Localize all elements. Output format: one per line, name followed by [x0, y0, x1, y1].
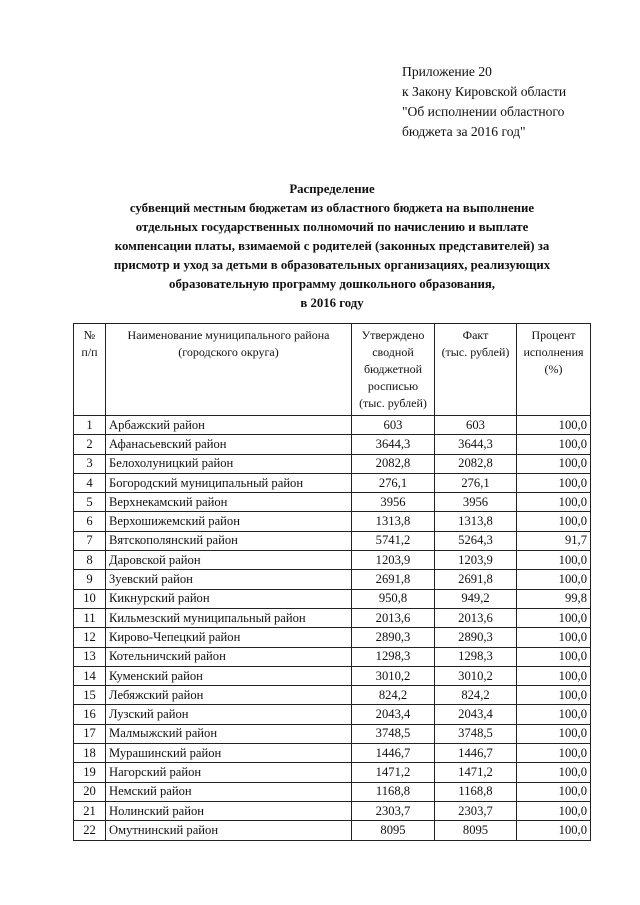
fact-amount: 2082,8	[435, 454, 517, 473]
row-number: 6	[74, 512, 106, 531]
district-name: Омутнинский район	[106, 821, 352, 840]
execution-percent: 100,0	[517, 782, 591, 801]
header-line: (тыс. рублей)	[441, 345, 510, 359]
approved-amount: 2890,3	[352, 628, 435, 647]
district-name: Лузский район	[106, 705, 352, 724]
approved-amount: 8095	[352, 821, 435, 840]
row-number: 16	[74, 705, 106, 724]
header-line: Процент	[531, 328, 576, 342]
row-number: 14	[74, 666, 106, 685]
annex-line: "Об исполнении областного	[402, 104, 565, 119]
table-row	[74, 763, 591, 782]
approved-amount: 1446,7	[352, 744, 435, 763]
approved-amount: 3010,2	[352, 666, 435, 685]
subventions-table	[73, 323, 591, 841]
table-row	[74, 647, 591, 666]
table-row	[74, 744, 591, 763]
table-row	[74, 473, 591, 492]
header-line: №	[83, 328, 96, 342]
fact-amount: 1471,2	[435, 763, 517, 782]
table-row	[74, 782, 591, 801]
fact-amount: 1168,8	[435, 782, 517, 801]
fact-amount: 2013,6	[435, 608, 517, 627]
table-row	[74, 801, 591, 820]
annex-line: Приложение 20	[402, 64, 492, 79]
fact-amount: 8095	[435, 821, 517, 840]
approved-amount: 3748,5	[352, 724, 435, 743]
execution-percent: 100,0	[517, 493, 591, 512]
header-line: Наименование муниципального района	[127, 328, 330, 342]
header-percent	[517, 324, 591, 416]
row-number: 13	[74, 647, 106, 666]
heading-line: Распределение	[289, 182, 375, 196]
row-number: 17	[74, 724, 106, 743]
header-name	[106, 324, 352, 416]
fact-amount: 2691,8	[435, 570, 517, 589]
approved-amount: 1203,9	[352, 551, 435, 570]
fact-amount: 824,2	[435, 686, 517, 705]
header-line: сводной	[372, 345, 414, 359]
fact-amount: 1313,8	[435, 512, 517, 531]
fact-amount: 3956	[435, 493, 517, 512]
approved-amount: 950,8	[352, 589, 435, 608]
header-line: исполнения	[523, 345, 584, 359]
table-row	[74, 435, 591, 454]
execution-percent: 100,0	[517, 512, 591, 531]
approved-amount: 1298,3	[352, 647, 435, 666]
execution-percent: 100,0	[517, 570, 591, 589]
row-number: 15	[74, 686, 106, 705]
table-row	[74, 608, 591, 627]
header-line: бюджетной	[363, 362, 423, 376]
row-number: 5	[74, 493, 106, 512]
execution-percent: 99,8	[517, 589, 591, 608]
row-number: 11	[74, 608, 106, 627]
header-num	[74, 324, 106, 416]
district-name: Нолинский район	[106, 801, 352, 820]
execution-percent: 91,7	[517, 531, 591, 550]
header-line: Факт	[462, 328, 489, 342]
table-row	[74, 512, 591, 531]
execution-percent: 100,0	[517, 744, 591, 763]
approved-amount: 2303,7	[352, 801, 435, 820]
execution-percent: 100,0	[517, 473, 591, 492]
table-header-row	[74, 324, 591, 416]
approved-amount: 824,2	[352, 686, 435, 705]
header-line: (тыс. рублей)	[359, 396, 427, 410]
district-name: Лебяжский район	[106, 686, 352, 705]
table-row	[74, 821, 591, 840]
table-row	[74, 589, 591, 608]
header-line: Утверждено	[361, 328, 425, 342]
table-row	[74, 666, 591, 685]
approved-amount: 1313,8	[352, 512, 435, 531]
approved-amount: 2043,4	[352, 705, 435, 724]
approved-amount: 276,1	[352, 473, 435, 492]
heading-line: компенсации платы, взимаемой с родителей (законных представителей) за	[114, 239, 550, 253]
table-body	[74, 416, 591, 841]
heading-line: отдельных государственных полномочий по начислению и выплате	[135, 220, 529, 234]
row-number: 7	[74, 531, 106, 550]
fact-amount: 3010,2	[435, 666, 517, 685]
execution-percent: 100,0	[517, 551, 591, 570]
district-name: Кильмезский муниципальный район	[106, 608, 352, 627]
table-row	[74, 454, 591, 473]
execution-percent: 100,0	[517, 454, 591, 473]
approved-amount: 2013,6	[352, 608, 435, 627]
fact-amount: 2303,7	[435, 801, 517, 820]
fact-amount: 3748,5	[435, 724, 517, 743]
execution-percent: 100,0	[517, 724, 591, 743]
table-row	[74, 628, 591, 647]
row-number: 21	[74, 801, 106, 820]
district-name: Верхошижемский район	[106, 512, 352, 531]
fact-amount: 1203,9	[435, 551, 517, 570]
district-name: Верхнекамский район	[106, 493, 352, 512]
header-approved	[352, 324, 435, 416]
execution-percent: 100,0	[517, 416, 591, 435]
row-number: 8	[74, 551, 106, 570]
header-line: (городского округа)	[178, 345, 279, 359]
execution-percent: 100,0	[517, 647, 591, 666]
annex-line: бюджета за 2016 год"	[402, 124, 526, 139]
district-name: Арбажский район	[106, 416, 352, 435]
row-number: 19	[74, 763, 106, 782]
row-number: 3	[74, 454, 106, 473]
district-name: Зуевский район	[106, 570, 352, 589]
annex-line: к Закону Кировской области	[402, 84, 567, 99]
row-number: 10	[74, 589, 106, 608]
fact-amount: 603	[435, 416, 517, 435]
fact-amount: 1298,3	[435, 647, 517, 666]
execution-percent: 100,0	[517, 801, 591, 820]
district-name: Вятскополянский район	[106, 531, 352, 550]
approved-amount: 1471,2	[352, 763, 435, 782]
table-row	[74, 686, 591, 705]
district-name: Мурашинский район	[106, 744, 352, 763]
heading-line: образовательную программу дошкольного образования,	[169, 277, 495, 291]
table-row	[74, 570, 591, 589]
header-line: (%)	[544, 362, 563, 376]
district-name: Даровской район	[106, 551, 352, 570]
heading-line: в 2016 году	[300, 296, 364, 310]
approved-amount: 1168,8	[352, 782, 435, 801]
execution-percent: 100,0	[517, 686, 591, 705]
approved-amount: 3644,3	[352, 435, 435, 454]
execution-percent: 100,0	[517, 705, 591, 724]
row-number: 12	[74, 628, 106, 647]
fact-amount: 949,2	[435, 589, 517, 608]
district-name: Белохолуницкий район	[106, 454, 352, 473]
heading-line: присмотр и уход за детьми в образовательных организациях, реализующих	[113, 258, 551, 272]
district-name: Богородский муниципальный район	[106, 473, 352, 492]
execution-percent: 100,0	[517, 628, 591, 647]
execution-percent: 100,0	[517, 435, 591, 454]
fact-amount: 276,1	[435, 473, 517, 492]
fact-amount: 2043,4	[435, 705, 517, 724]
header-line: п/п	[81, 345, 98, 359]
header-line: росписью	[367, 379, 419, 393]
table-row	[74, 531, 591, 550]
row-number: 9	[74, 570, 106, 589]
approved-amount: 2082,8	[352, 454, 435, 473]
row-number: 4	[74, 473, 106, 492]
district-name: Кикнурский район	[106, 589, 352, 608]
table-row	[74, 551, 591, 570]
row-number: 1	[74, 416, 106, 435]
fact-amount: 5264,3	[435, 531, 517, 550]
document-heading	[82, 180, 582, 313]
district-name: Малмыжский район	[106, 724, 352, 743]
district-name: Котельничский район	[106, 647, 352, 666]
district-name: Немский район	[106, 782, 352, 801]
fact-amount: 3644,3	[435, 435, 517, 454]
approved-amount: 603	[352, 416, 435, 435]
approved-amount: 2691,8	[352, 570, 435, 589]
row-number: 2	[74, 435, 106, 454]
execution-percent: 100,0	[517, 608, 591, 627]
approved-amount: 3956	[352, 493, 435, 512]
row-number: 22	[74, 821, 106, 840]
table-row	[74, 416, 591, 435]
table-row	[74, 493, 591, 512]
annex-note	[402, 62, 634, 142]
heading-line: субвенций местным бюджетам из областного бюджета на выполнение	[129, 201, 535, 215]
fact-amount: 1446,7	[435, 744, 517, 763]
district-name: Афанасьевский район	[106, 435, 352, 454]
district-name: Куменский район	[106, 666, 352, 685]
district-name: Кирово-Чепецкий район	[106, 628, 352, 647]
row-number: 18	[74, 744, 106, 763]
fact-amount: 2890,3	[435, 628, 517, 647]
header-fact	[435, 324, 517, 416]
table-row	[74, 724, 591, 743]
row-number: 20	[74, 782, 106, 801]
execution-percent: 100,0	[517, 763, 591, 782]
execution-percent: 100,0	[517, 666, 591, 685]
execution-percent: 100,0	[517, 821, 591, 840]
table-row	[74, 705, 591, 724]
district-name: Нагорский район	[106, 763, 352, 782]
approved-amount: 5741,2	[352, 531, 435, 550]
